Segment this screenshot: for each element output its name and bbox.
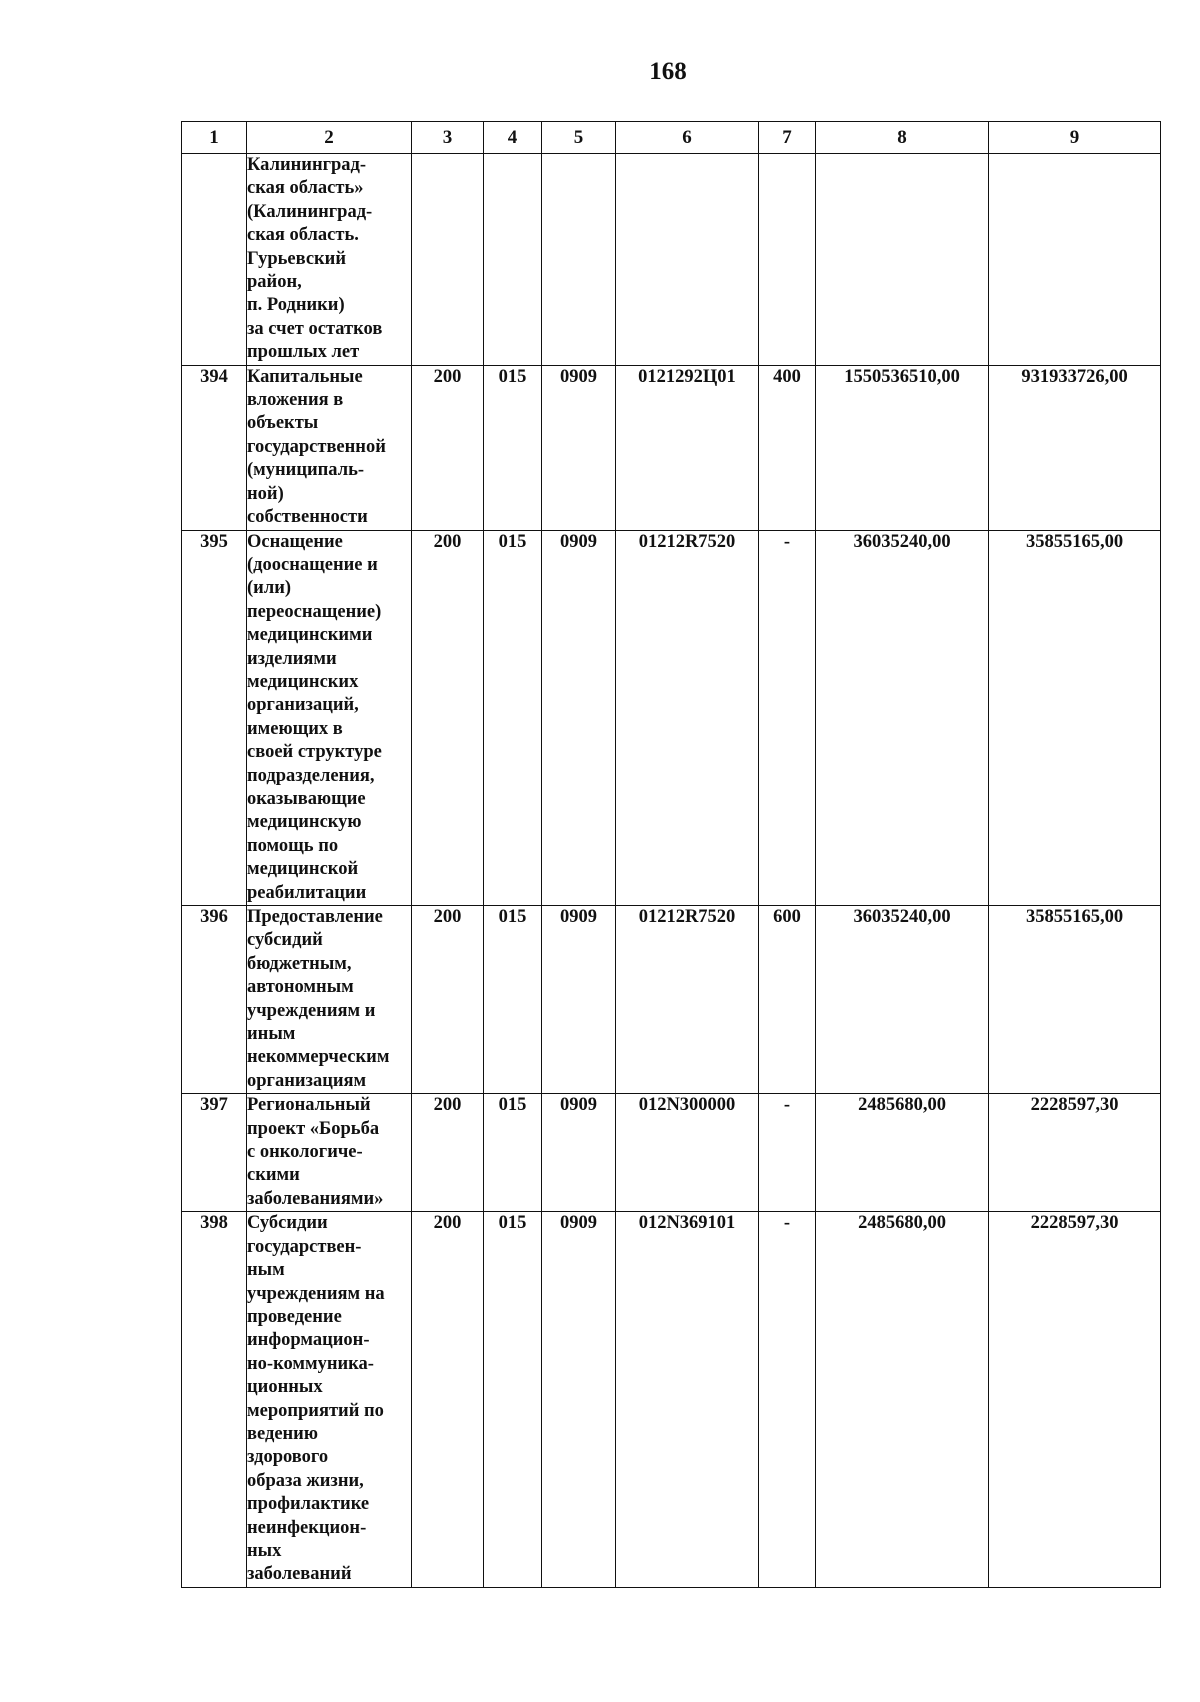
header-col-5: 5 [542, 122, 616, 154]
name-line: учреждениям на [247, 1283, 385, 1304]
name-line: ных [247, 1540, 282, 1561]
header-col-8: 8 [816, 122, 989, 154]
name-line: с онкологиче- [247, 1142, 363, 1163]
cell-expense-type: 600 [759, 906, 816, 1094]
cell-num [182, 154, 247, 366]
header-col-4: 4 [484, 122, 542, 154]
cell-subsection-code: 0909 [542, 1212, 616, 1588]
name-line: Субсидии [247, 1213, 328, 1234]
name-line: (Калининград- [247, 201, 373, 222]
cell-name [247, 530, 412, 906]
name-line: заболеваний [247, 1564, 352, 1585]
header-col-1: 1 [182, 122, 247, 154]
table-row [182, 365, 1161, 530]
name-line: организаций, [247, 695, 359, 716]
name-line: медицинской [247, 859, 359, 880]
cell-amount-col-8: 2485680,00 [816, 1094, 989, 1212]
name-line: здорового [247, 1447, 329, 1468]
cell-amount-col-8: 36035240,00 [816, 530, 989, 906]
cell-col-6 [616, 154, 759, 366]
cell-target-article: 01212R7520 [616, 530, 759, 906]
name-line: иным [247, 1024, 296, 1045]
name-line: некоммерческим [247, 1047, 390, 1068]
cell-admin-code: 200 [412, 906, 484, 1094]
name-line: организациям [247, 1070, 367, 1091]
budget-table [181, 121, 1161, 1588]
cell-amount-col-9: 931933726,00 [989, 365, 1161, 530]
table-row-continuation [182, 154, 1161, 366]
name-line: своей структуре [247, 742, 382, 763]
name-line: скими [247, 1165, 300, 1186]
name-line: но-коммуника- [247, 1353, 374, 1374]
cell-target-article: 01212R7520 [616, 906, 759, 1094]
name-line: (дооснащение и [247, 554, 378, 575]
name-line: (муниципаль- [247, 460, 365, 481]
cell-subsection-code: 0909 [542, 530, 616, 906]
name-line: проект «Борьба [247, 1118, 380, 1139]
header-col-6: 6 [616, 122, 759, 154]
name-line: реабилитации [247, 882, 367, 903]
name-line: ной) [247, 483, 284, 504]
header-row [182, 122, 1161, 154]
cell-col-8 [816, 154, 989, 366]
table-row [182, 1094, 1161, 1212]
name-line: вложения в [247, 390, 344, 411]
cell-num: 395 [182, 530, 247, 906]
name-line: образа жизни, [247, 1470, 364, 1491]
cell-name [247, 1212, 412, 1588]
name-line: ведению [247, 1423, 318, 1444]
name-line: ным [247, 1260, 285, 1281]
name-line: проведение [247, 1306, 342, 1327]
name-line: Калининград- [247, 155, 367, 175]
name-line: помощь по [247, 835, 339, 856]
cell-amount-col-8: 36035240,00 [816, 906, 989, 1094]
cell-col-4 [484, 154, 542, 366]
cell-expense-type: - [759, 1212, 816, 1588]
cell-target-article: 012N369101 [616, 1212, 759, 1588]
name-line: субсидий [247, 930, 323, 951]
name-line: имеющих в [247, 718, 343, 739]
table-row [182, 906, 1161, 1094]
header-col-2: 2 [247, 122, 412, 154]
name-line: за счет остатков [247, 318, 383, 339]
cell-col-3 [412, 154, 484, 366]
name-line: заболеваниями» [247, 1188, 384, 1209]
name-line: (или) [247, 578, 292, 599]
name-line: собственности [247, 507, 368, 528]
name-line: подразделения, [247, 765, 375, 786]
name-line: ская область» [247, 178, 364, 199]
name-line: Капитальные [247, 366, 363, 387]
cell-expense-type: - [759, 530, 816, 906]
name-line: ционных [247, 1377, 323, 1398]
cell-amount-col-8: 1550536510,00 [816, 365, 989, 530]
name-line: ская область. [247, 225, 359, 246]
table-body [182, 154, 1161, 1588]
cell-admin-code: 200 [412, 530, 484, 906]
cell-admin-code: 200 [412, 1094, 484, 1212]
name-line: автономным [247, 977, 354, 998]
cell-num: 394 [182, 365, 247, 530]
cell-subsection-code: 0909 [542, 1094, 616, 1212]
name-line: медицинскими [247, 625, 373, 646]
name-line: Региональный [247, 1095, 371, 1116]
name-line: государствен- [247, 1236, 362, 1257]
name-line: Оснащение [247, 531, 343, 552]
cell-section-code: 015 [484, 1094, 542, 1212]
cell-target-article: 012N300000 [616, 1094, 759, 1212]
name-line: медицинскую [247, 812, 362, 833]
name-line: профилактике [247, 1494, 370, 1515]
name-line: Гурьевский [247, 248, 347, 269]
name-line: информацион- [247, 1330, 370, 1351]
header-col-3: 3 [412, 122, 484, 154]
cell-amount-col-9: 35855165,00 [989, 530, 1161, 906]
cell-admin-code: 200 [412, 1212, 484, 1588]
cell-subsection-code: 0909 [542, 906, 616, 1094]
cell-section-code: 015 [484, 1212, 542, 1588]
cell-section-code: 015 [484, 530, 542, 906]
cell-amount-col-9: 35855165,00 [989, 906, 1161, 1094]
cell-name [247, 154, 412, 366]
table-row [182, 530, 1161, 906]
name-line: п. Родники) [247, 295, 345, 316]
name-line: Предоставление [247, 907, 383, 927]
page-number: 168 [649, 58, 687, 85]
cell-name [247, 365, 412, 530]
name-line: оказывающие [247, 788, 366, 809]
name-line: район, [247, 272, 302, 293]
cell-section-code: 015 [484, 906, 542, 1094]
cell-amount-col-8: 2485680,00 [816, 1212, 989, 1588]
name-line: неинфекцион- [247, 1517, 367, 1538]
name-line: государственной [247, 436, 386, 457]
header-col-9: 9 [989, 122, 1161, 154]
name-line: учреждениям и [247, 1000, 376, 1021]
cell-subsection-code: 0909 [542, 365, 616, 530]
cell-expense-type: - [759, 1094, 816, 1212]
cell-admin-code: 200 [412, 365, 484, 530]
cell-expense-type: 400 [759, 365, 816, 530]
name-line: изделиями [247, 648, 337, 669]
name-line: бюджетным, [247, 953, 352, 974]
name-line: прошлых лет [247, 342, 360, 363]
name-line: объекты [247, 413, 319, 434]
cell-num: 398 [182, 1212, 247, 1588]
cell-col-5 [542, 154, 616, 366]
cell-num: 397 [182, 1094, 247, 1212]
table-row [182, 1212, 1161, 1588]
cell-amount-col-9: 2228597,30 [989, 1094, 1161, 1212]
name-line: переоснащение) [247, 601, 382, 622]
cell-col-7 [759, 154, 816, 366]
cell-name [247, 906, 412, 1094]
cell-name [247, 1094, 412, 1212]
cell-amount-col-9: 2228597,30 [989, 1212, 1161, 1588]
header-col-7: 7 [759, 122, 816, 154]
cell-target-article: 0121292Ц01 [616, 365, 759, 530]
name-line: мероприятий по [247, 1400, 384, 1421]
name-line: медицинских [247, 671, 359, 692]
cell-col-9 [989, 154, 1161, 366]
cell-section-code: 015 [484, 365, 542, 530]
cell-num: 396 [182, 906, 247, 1094]
